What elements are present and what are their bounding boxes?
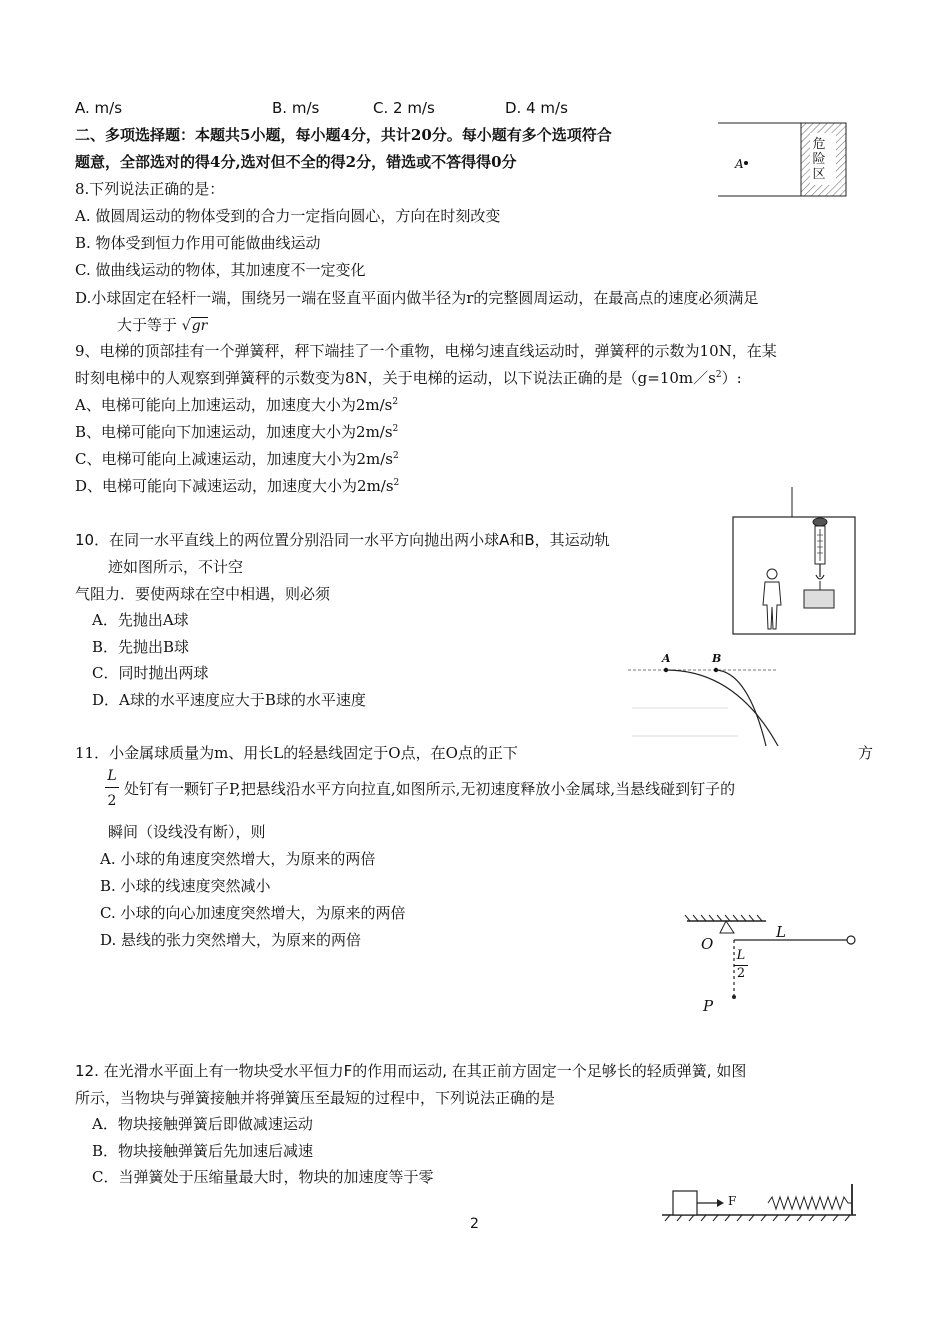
q8-option-d-text: 大于等于 [117,316,178,334]
q11-stem-line2: 处钉有一颗钉子P,把悬线沿水平方向拉直,如图所示,无初速度释放小金属球,当悬线碰到钉子的 [124,780,736,798]
danger-zone-label: 危险区 [812,137,826,182]
q11-stem-line1-end: 方 [858,744,874,762]
trajectory-label-a: A [662,652,671,665]
danger-point-label: A [735,157,744,171]
q10-stem-line1 [75,529,610,551]
q12-stem-line2: 所示，当物块与弹簧接触并将弹簧压至最短的过程中，下列说法正确的是 [75,1089,556,1107]
q11-stem-line3: 瞬间（设线没有断），则 [108,823,266,841]
q9-option-d-sup: 2 [393,478,400,488]
prev-option-a: A. m/s [75,99,123,117]
q11-fraction-denominator: 2 [107,793,117,809]
spring-force-label: F [728,1194,737,1208]
q11-option-b: B. 小球的线速度突然减小 [100,877,271,895]
spring-block-figure [660,1180,860,1222]
q9-option-a-text: A、电梯可能向上加速运动，加速度大小为2m/s [75,396,393,414]
q11-fraction-bar [105,787,119,788]
sqrt-icon: √ [181,318,191,334]
q10-option-b: B．先抛出B球 [92,638,190,656]
q9-stem-line2 [75,367,742,389]
q10-stem-line1-text: 10．在同一水平直线上的两位置分别沿同一水平方向抛出两小球A和B，其运动轨 [75,531,610,549]
q10-stem-line2: 迹如图所示，不计空 [108,558,244,576]
q12-option-b: B．物块接触弹簧后先加速后减速 [92,1142,314,1160]
q11-option-a: A. 小球的角速度突然增大，为原来的两倍 [100,850,376,868]
pendulum-frac-denominator: 2 [736,966,746,981]
q8-option-a: A. 做圆周运动的物体受到的合力一定指向圆心，方向在时刻改变 [75,207,501,225]
q8-stem: 8.下列说法正确的是： [75,180,225,198]
q12-stem-line1-text: 12. 在光滑水平面上有一物块受水平恒力F的作用而运动, 在其正前方固定一个足够长的轻质弹簧, 如图 [75,1062,747,1080]
q10-stem-line3: 气阻力．要使两球在空中相遇，则必须 [75,585,331,603]
q8-sqrt-radicand: gr [191,318,208,334]
q8-option-c: C. 做曲线运动的物体，其加速度不一定变化 [75,261,366,279]
trajectory-figure [618,658,783,750]
q8-option-d-line1: D.小球固定在轻杆一端，围绕另一端在竖直平面内做半径为r的完整圆周运动，在最高点的速度必须满足 [75,289,759,307]
q9-stem-line2-end: ）: [721,369,742,387]
q9-option-d [75,475,399,497]
trajectory-label-b: B [712,652,722,665]
pendulum-label-o: O [701,935,714,953]
q11-option-c: C. 小球的向心加速度突然增大，为原来的两倍 [100,904,406,922]
pendulum-frac-numerator: L [736,948,746,963]
q9-option-b-sup: 2 [392,424,399,434]
q12-option-c: C．当弹簧处于压缩量最大时，物块的加速度等于零 [92,1168,434,1186]
q9-stem-line1: 9、电梯的顶部挂有一个弹簧秤，秤下端挂了一个重物，电梯匀速直线运动时，弹簧秤的示数为10N，在某 [75,342,777,360]
q11-stem-line1: 11．小金属球质量为m、用长L的轻悬线固定于O点，在O点的正下 [75,744,518,762]
q9-option-c-sup: 2 [393,451,399,461]
q9-stem-line2-text: 时刻电梯中的人观察到弹簧秤的示数变为8N，关于电梯的运动，以下说法正确的是（g=10m／s [75,369,716,387]
pendulum-label-p: P [703,997,714,1015]
prev-option-c: C. 2 m/s [373,99,435,117]
q9-stem-sup: 2 [715,370,722,380]
q8-option-d-line2 [117,314,208,337]
section-heading-line2: 题意，全部选对的得4分,选对但不全的得2分，错选或不答得得0分 [75,153,517,171]
page-number: 2 [470,1216,479,1232]
pendulum-label-l: L [776,923,786,941]
q12-stem-line1 [75,1060,746,1082]
prev-option-d: D. 4 m/s [505,99,568,117]
q9-option-b [75,421,398,443]
q8-option-b: B. 物体受到恒力作用可能做曲线运动 [75,234,321,252]
q10-option-c: C．同时抛出两球 [92,664,209,682]
q9-option-c-text: C、电梯可能向上减速运动，加速度大小为2m/s [75,450,393,468]
section-heading-line1: 二、多项选择题：本题共5小题，每小题4分，共计20分。每小题有多个选项符合 [75,126,612,144]
prev-option-b: B. m/s [272,99,320,117]
q9-option-b-text: B、电梯可能向下加速运动，加速度大小为2m/s [75,423,393,441]
elevator-figure [732,487,857,637]
q9-option-c [75,448,399,470]
q9-option-a-sup: 2 [392,397,399,407]
q9-option-a [75,394,398,416]
q10-option-d: D．A球的水平速度应大于B球的水平速度 [92,691,366,709]
q11-fraction-numerator: L [107,768,117,784]
q11-option-d: D. 悬线的张力突然增大，为原来的两倍 [100,931,362,949]
q10-option-a: A．先抛出A球 [92,611,189,629]
q12-option-a: A．物块接触弹簧后即做减速运动 [92,1115,313,1133]
q9-option-d-text: D、电梯可能向下减速运动，加速度大小为2m/s [75,477,394,495]
